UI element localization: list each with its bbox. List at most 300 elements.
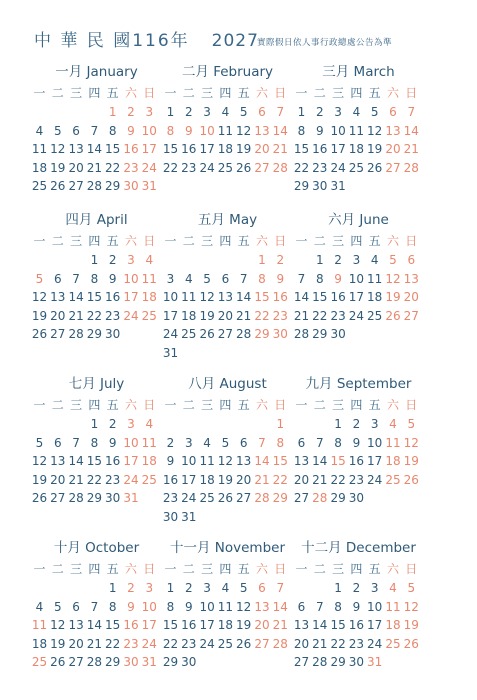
day-cell: 13 — [68, 142, 84, 157]
day-cell: 14 — [254, 454, 270, 469]
day-cell: 24 — [199, 160, 215, 175]
weekday-label: 一 — [33, 562, 46, 576]
day-cell: 30 — [312, 179, 328, 194]
day-cell: 25 — [199, 491, 215, 506]
day-cell: 17 — [141, 618, 157, 633]
day-cell: 16 — [181, 618, 197, 633]
day-cell: 11 — [217, 599, 234, 614]
day-cell: 30 — [105, 491, 121, 506]
day-cell: 2 — [184, 581, 193, 595]
month-name: 三月 March — [322, 64, 395, 80]
day-cell: 10 — [123, 271, 139, 286]
day-cell: 27 — [385, 160, 401, 175]
weekday-label: 六 — [386, 234, 399, 248]
day-cell: 1 — [108, 105, 117, 119]
day-cell: 21 — [312, 636, 328, 651]
day-cell: 29 — [105, 655, 121, 670]
page-title — [34, 26, 259, 51]
day-cell: 15 — [312, 290, 328, 305]
day-cell: 23 — [348, 636, 365, 651]
day-cell: 22 — [254, 308, 270, 323]
day-cell: 17 — [199, 142, 215, 157]
weekday-label: 一 — [164, 398, 177, 412]
month-name: 一月 January — [55, 64, 138, 80]
day-cell: 31 — [162, 346, 179, 360]
day-cell: 12 — [403, 599, 419, 614]
weekday-label: 六 — [124, 86, 137, 100]
day-cell: 7 — [258, 435, 266, 450]
day-cell: 12 — [403, 435, 419, 450]
weekday-label: 四 — [88, 398, 101, 412]
day-cell: 30 — [105, 327, 121, 342]
weekday-label: 六 — [386, 86, 399, 100]
day-cell: 26 — [385, 308, 401, 323]
title-roc-year: 中 華 民 國116年 — [34, 31, 190, 51]
day-cell: 22 — [162, 160, 179, 175]
weekday-label: 三 — [332, 562, 345, 576]
day-cell: 25 — [217, 160, 234, 175]
day-cell: 22 — [312, 308, 328, 323]
month-name: 二月 February — [181, 64, 274, 80]
day-cell: 8 — [108, 123, 117, 138]
day-cell: 3 — [334, 105, 342, 119]
day-cell: 23 — [330, 308, 346, 323]
day-cell: 4 — [389, 581, 397, 595]
day-cell: 21 — [293, 308, 310, 323]
day-cell: 9 — [184, 123, 193, 138]
day-cell: 7 — [276, 581, 285, 595]
weekday-label: 六 — [255, 562, 268, 576]
weekday-label: 二 — [182, 398, 195, 412]
weekday-label: 一 — [33, 234, 46, 248]
day-cell: 28 — [236, 327, 252, 342]
day-cell: 7 — [315, 599, 324, 614]
day-cell: 28 — [272, 160, 288, 175]
day-cell: 2 — [166, 435, 175, 450]
day-cell: 5 — [370, 105, 379, 119]
day-cell: 30 — [272, 327, 288, 342]
day-cell: 10 — [367, 599, 383, 614]
day-cell: 19 — [50, 160, 66, 175]
day-cell: 17 — [123, 454, 139, 469]
day-cell: 22 — [330, 636, 346, 651]
day-cell: 1 — [334, 581, 342, 595]
day-cell: 18 — [385, 454, 401, 469]
day-cell: 7 — [90, 599, 99, 614]
month-block — [30, 210, 163, 360]
day-cell: 6 — [53, 435, 62, 450]
weekday-label: 三 — [70, 562, 83, 576]
day-cell: 21 — [86, 636, 103, 651]
day-cell: 29 — [330, 491, 346, 506]
day-cell: 13 — [217, 290, 234, 305]
day-cell: 8 — [108, 599, 117, 614]
day-cell: 24 — [181, 491, 197, 506]
weekday-label: 四 — [88, 86, 101, 100]
day-cell: 25 — [348, 160, 365, 175]
day-cell: 27 — [68, 179, 84, 194]
day-cell: 10 — [141, 123, 157, 138]
day-cell: 21 — [312, 472, 328, 487]
day-cell: 30 — [162, 510, 179, 524]
day-cell: 18 — [141, 454, 157, 469]
day-cell: 18 — [385, 618, 401, 633]
day-cell: 6 — [297, 599, 306, 614]
day-cell: 30 — [181, 655, 197, 670]
day-cell: 14 — [86, 618, 103, 633]
day-cell: 4 — [389, 417, 397, 431]
day-cell: 8 — [90, 435, 99, 450]
weekday-label: 四 — [88, 234, 101, 248]
day-cell: 16 — [272, 290, 288, 305]
day-cell: 27 — [254, 160, 270, 175]
day-cell: 5 — [35, 271, 44, 286]
day-cell: 6 — [297, 435, 306, 450]
day-cell: 14 — [68, 290, 84, 305]
day-cell: 29 — [105, 179, 121, 194]
month-block — [292, 210, 425, 360]
day-cell: 3 — [127, 417, 135, 431]
day-cell: 15 — [105, 142, 121, 157]
day-cell: 14 — [293, 290, 310, 305]
day-cell: 14 — [312, 618, 328, 633]
day-cell: 1 — [166, 105, 175, 119]
day-cell: 23 — [105, 308, 121, 323]
day-cell: 8 — [258, 271, 266, 286]
weekday-label: 三 — [332, 234, 345, 248]
day-cell: 4 — [221, 581, 230, 595]
day-cell: 8 — [334, 599, 342, 614]
day-cell: 29 — [254, 327, 270, 342]
day-cell: 5 — [407, 581, 416, 595]
day-cell: 12 — [31, 454, 48, 469]
day-cell: 11 — [348, 123, 365, 138]
day-cell: 5 — [389, 253, 397, 267]
day-cell: 20 — [254, 142, 270, 157]
day-cell: 22 — [86, 308, 103, 323]
day-cell: 9 — [352, 599, 361, 614]
weekday-label: 日 — [274, 398, 287, 412]
day-cell: 1 — [108, 581, 117, 595]
day-cell: 29 — [330, 655, 346, 670]
day-cell: 30 — [123, 655, 139, 670]
day-cell: 3 — [203, 581, 211, 595]
day-cell: 28 — [254, 491, 270, 506]
day-cell: 28 — [312, 491, 328, 506]
day-cell: 15 — [272, 454, 288, 469]
day-cell: 2 — [127, 581, 135, 595]
weekday-label: 六 — [255, 234, 268, 248]
day-cell: 8 — [276, 435, 285, 450]
day-cell: 23 — [272, 308, 288, 323]
day-cell: 11 — [141, 271, 157, 286]
day-cell: 14 — [272, 123, 288, 138]
weekday-label: 三 — [70, 234, 83, 248]
day-cell: 25 — [141, 308, 157, 323]
weekday-label: 三 — [201, 86, 214, 100]
day-cell: 24 — [330, 160, 346, 175]
day-cell: 13 — [68, 618, 84, 633]
day-cell: 9 — [127, 123, 135, 138]
day-cell: 22 — [293, 160, 310, 175]
month-block — [161, 538, 294, 688]
day-cell: 18 — [217, 618, 234, 633]
day-cell: 29 — [86, 491, 103, 506]
day-cell: 15 — [86, 290, 103, 305]
day-cell: 25 — [385, 636, 401, 651]
day-cell: 9 — [108, 271, 117, 286]
day-cell: 24 — [199, 636, 215, 651]
weekday-label: 三 — [70, 398, 83, 412]
weekday-label: 六 — [255, 86, 268, 100]
weekday-label: 五 — [237, 234, 250, 248]
day-cell: 25 — [217, 636, 234, 651]
day-cell: 21 — [68, 308, 84, 323]
day-cell: 28 — [312, 655, 328, 670]
day-cell: 28 — [293, 327, 310, 342]
day-cell: 31 — [141, 179, 157, 194]
day-cell: 27 — [403, 308, 419, 323]
title-gregorian-year: 2027 — [211, 31, 259, 51]
weekday-label: 五 — [368, 562, 381, 576]
day-cell: 9 — [184, 599, 193, 614]
weekday-label: 二 — [51, 562, 64, 576]
day-cell: 15 — [330, 618, 346, 633]
day-cell: 13 — [293, 618, 310, 633]
day-cell: 3 — [166, 271, 175, 286]
day-cell: 29 — [293, 179, 310, 194]
day-cell: 27 — [50, 491, 66, 506]
weekday-label: 三 — [201, 234, 214, 248]
weekday-label: 二 — [313, 562, 326, 576]
day-cell: 16 — [330, 290, 346, 305]
day-cell: 11 — [217, 123, 234, 138]
day-cell: 3 — [145, 105, 154, 119]
day-cell: 6 — [389, 105, 397, 119]
weekday-label: 日 — [274, 86, 287, 100]
day-cell: 23 — [123, 160, 139, 175]
day-cell: 4 — [370, 253, 379, 267]
weekday-label: 二 — [51, 86, 64, 100]
month-name: 七月 July — [68, 376, 125, 392]
day-cell: 19 — [403, 454, 419, 469]
weekday-label: 六 — [386, 562, 399, 576]
day-cell: 5 — [53, 599, 62, 614]
day-cell: 12 — [385, 271, 401, 286]
day-cell: 6 — [53, 271, 62, 286]
weekday-label: 一 — [295, 86, 308, 100]
day-cell: 2 — [276, 253, 285, 267]
day-cell: 2 — [108, 417, 117, 431]
day-cell: 22 — [86, 472, 103, 487]
day-cell: 12 — [236, 123, 252, 138]
day-cell: 5 — [203, 271, 211, 286]
day-cell: 7 — [297, 271, 306, 286]
day-cell: 4 — [221, 105, 230, 119]
day-cell: 9 — [276, 271, 285, 286]
month-block — [161, 374, 294, 524]
day-cell: 11 — [385, 599, 401, 614]
day-cell: 5 — [53, 123, 62, 138]
day-cell: 9 — [352, 435, 361, 450]
day-cell: 4 — [145, 417, 154, 431]
day-cell: 16 — [162, 472, 179, 487]
day-cell: 26 — [236, 160, 252, 175]
day-cell: 16 — [123, 142, 139, 157]
day-cell: 12 — [50, 142, 66, 157]
day-cell: 20 — [293, 636, 310, 651]
day-cell: 26 — [403, 636, 419, 651]
day-cell: 19 — [217, 472, 234, 487]
day-cell: 26 — [199, 327, 215, 342]
day-cell: 20 — [50, 308, 66, 323]
day-cell: 7 — [239, 271, 248, 286]
weekday-label: 四 — [219, 234, 232, 248]
day-cell: 21 — [68, 472, 84, 487]
day-cell: 16 — [123, 618, 139, 633]
day-cell: 27 — [293, 655, 310, 670]
day-cell: 4 — [352, 105, 361, 119]
day-cell: 10 — [123, 435, 139, 450]
day-cell: 1 — [334, 417, 342, 431]
day-cell: 14 — [86, 142, 103, 157]
day-cell: 19 — [50, 636, 66, 651]
weekday-label: 五 — [237, 86, 250, 100]
weekday-label: 一 — [164, 86, 177, 100]
day-cell: 2 — [184, 105, 193, 119]
day-cell: 23 — [181, 636, 197, 651]
day-cell: 29 — [86, 327, 103, 342]
month-block — [292, 374, 425, 524]
month-name: 四月 April — [65, 212, 128, 228]
weekday-label: 五 — [237, 562, 250, 576]
weekday-label: 三 — [332, 398, 345, 412]
weekday-label: 六 — [255, 398, 268, 412]
day-cell: 26 — [403, 472, 419, 487]
day-cell: 17 — [141, 142, 157, 157]
day-cell: 3 — [145, 581, 154, 595]
day-cell: 13 — [254, 599, 270, 614]
day-cell: 5 — [221, 435, 230, 450]
day-cell: 21 — [272, 142, 288, 157]
day-cell: 6 — [407, 253, 416, 267]
day-cell: 28 — [272, 636, 288, 651]
weekday-label: 五 — [368, 234, 381, 248]
day-cell: 19 — [31, 472, 48, 487]
day-cell: 20 — [293, 472, 310, 487]
day-cell: 24 — [141, 160, 157, 175]
day-cell: 9 — [108, 435, 117, 450]
day-cell: 24 — [123, 472, 139, 487]
day-cell: 6 — [239, 435, 248, 450]
day-cell: 11 — [181, 290, 197, 305]
day-cell: 18 — [367, 290, 383, 305]
weekday-label: 六 — [124, 234, 137, 248]
day-cell: 25 — [181, 327, 197, 342]
holiday-note: 實際假日依人事行政總處公告為準 — [257, 38, 393, 48]
weekday-label: 一 — [33, 398, 46, 412]
day-cell: 11 — [31, 142, 48, 157]
weekday-label: 四 — [219, 398, 232, 412]
day-cell: 31 — [330, 179, 346, 194]
weekday-label: 日 — [143, 398, 156, 412]
day-cell: 10 — [141, 599, 157, 614]
day-cell: 14 — [236, 290, 252, 305]
day-cell: 30 — [330, 327, 346, 342]
day-cell: 12 — [31, 290, 48, 305]
day-cell: 8 — [166, 123, 175, 138]
day-cell: 4 — [184, 271, 193, 286]
day-cell: 11 — [141, 435, 157, 450]
day-cell: 28 — [86, 179, 103, 194]
day-cell: 8 — [90, 271, 99, 286]
weekday-label: 五 — [106, 562, 119, 576]
day-cell: 26 — [50, 179, 66, 194]
day-cell: 10 — [162, 290, 179, 305]
day-cell: 3 — [370, 417, 379, 431]
day-cell: 15 — [105, 618, 121, 633]
day-cell: 13 — [50, 454, 66, 469]
day-cell: 24 — [367, 472, 383, 487]
day-cell: 20 — [68, 636, 84, 651]
day-cell: 14 — [403, 123, 419, 138]
day-cell: 1 — [258, 253, 266, 267]
day-cell: 19 — [31, 308, 48, 323]
weekday-label: 二 — [182, 234, 195, 248]
weekday-label: 日 — [274, 234, 287, 248]
day-cell: 11 — [31, 618, 48, 633]
day-cell: 2 — [334, 253, 342, 267]
day-cell: 14 — [272, 599, 288, 614]
day-cell: 13 — [403, 271, 419, 286]
day-cell: 9 — [127, 599, 135, 614]
weekday-label: 二 — [313, 398, 326, 412]
day-cell: 20 — [385, 142, 401, 157]
day-cell: 11 — [367, 271, 383, 286]
weekday-label: 四 — [350, 398, 363, 412]
day-cell: 19 — [367, 142, 383, 157]
day-cell: 13 — [50, 290, 66, 305]
day-cell: 9 — [315, 123, 324, 138]
weekday-label: 二 — [182, 562, 195, 576]
day-cell: 3 — [203, 105, 211, 119]
day-cell: 29 — [272, 491, 288, 506]
weekday-label: 六 — [386, 398, 399, 412]
day-cell: 13 — [254, 123, 270, 138]
day-cell: 26 — [217, 491, 234, 506]
weekday-label: 三 — [201, 398, 214, 412]
day-cell: 27 — [68, 655, 84, 670]
day-cell: 4 — [35, 599, 44, 614]
weekday-label: 一 — [164, 234, 177, 248]
weekday-label: 五 — [106, 398, 119, 412]
weekday-label: 一 — [33, 86, 46, 100]
day-cell: 23 — [181, 160, 197, 175]
day-cell: 13 — [293, 454, 310, 469]
day-cell: 17 — [367, 454, 383, 469]
weekday-label: 日 — [143, 562, 156, 576]
day-cell: 7 — [407, 105, 416, 119]
day-cell: 24 — [367, 636, 383, 651]
day-cell: 17 — [162, 308, 179, 323]
month-block — [30, 62, 163, 212]
day-cell: 2 — [108, 253, 117, 267]
day-cell: 17 — [367, 618, 383, 633]
weekday-label: 四 — [350, 562, 363, 576]
day-cell: 12 — [367, 123, 383, 138]
day-cell: 22 — [105, 160, 121, 175]
day-cell: 13 — [236, 454, 252, 469]
